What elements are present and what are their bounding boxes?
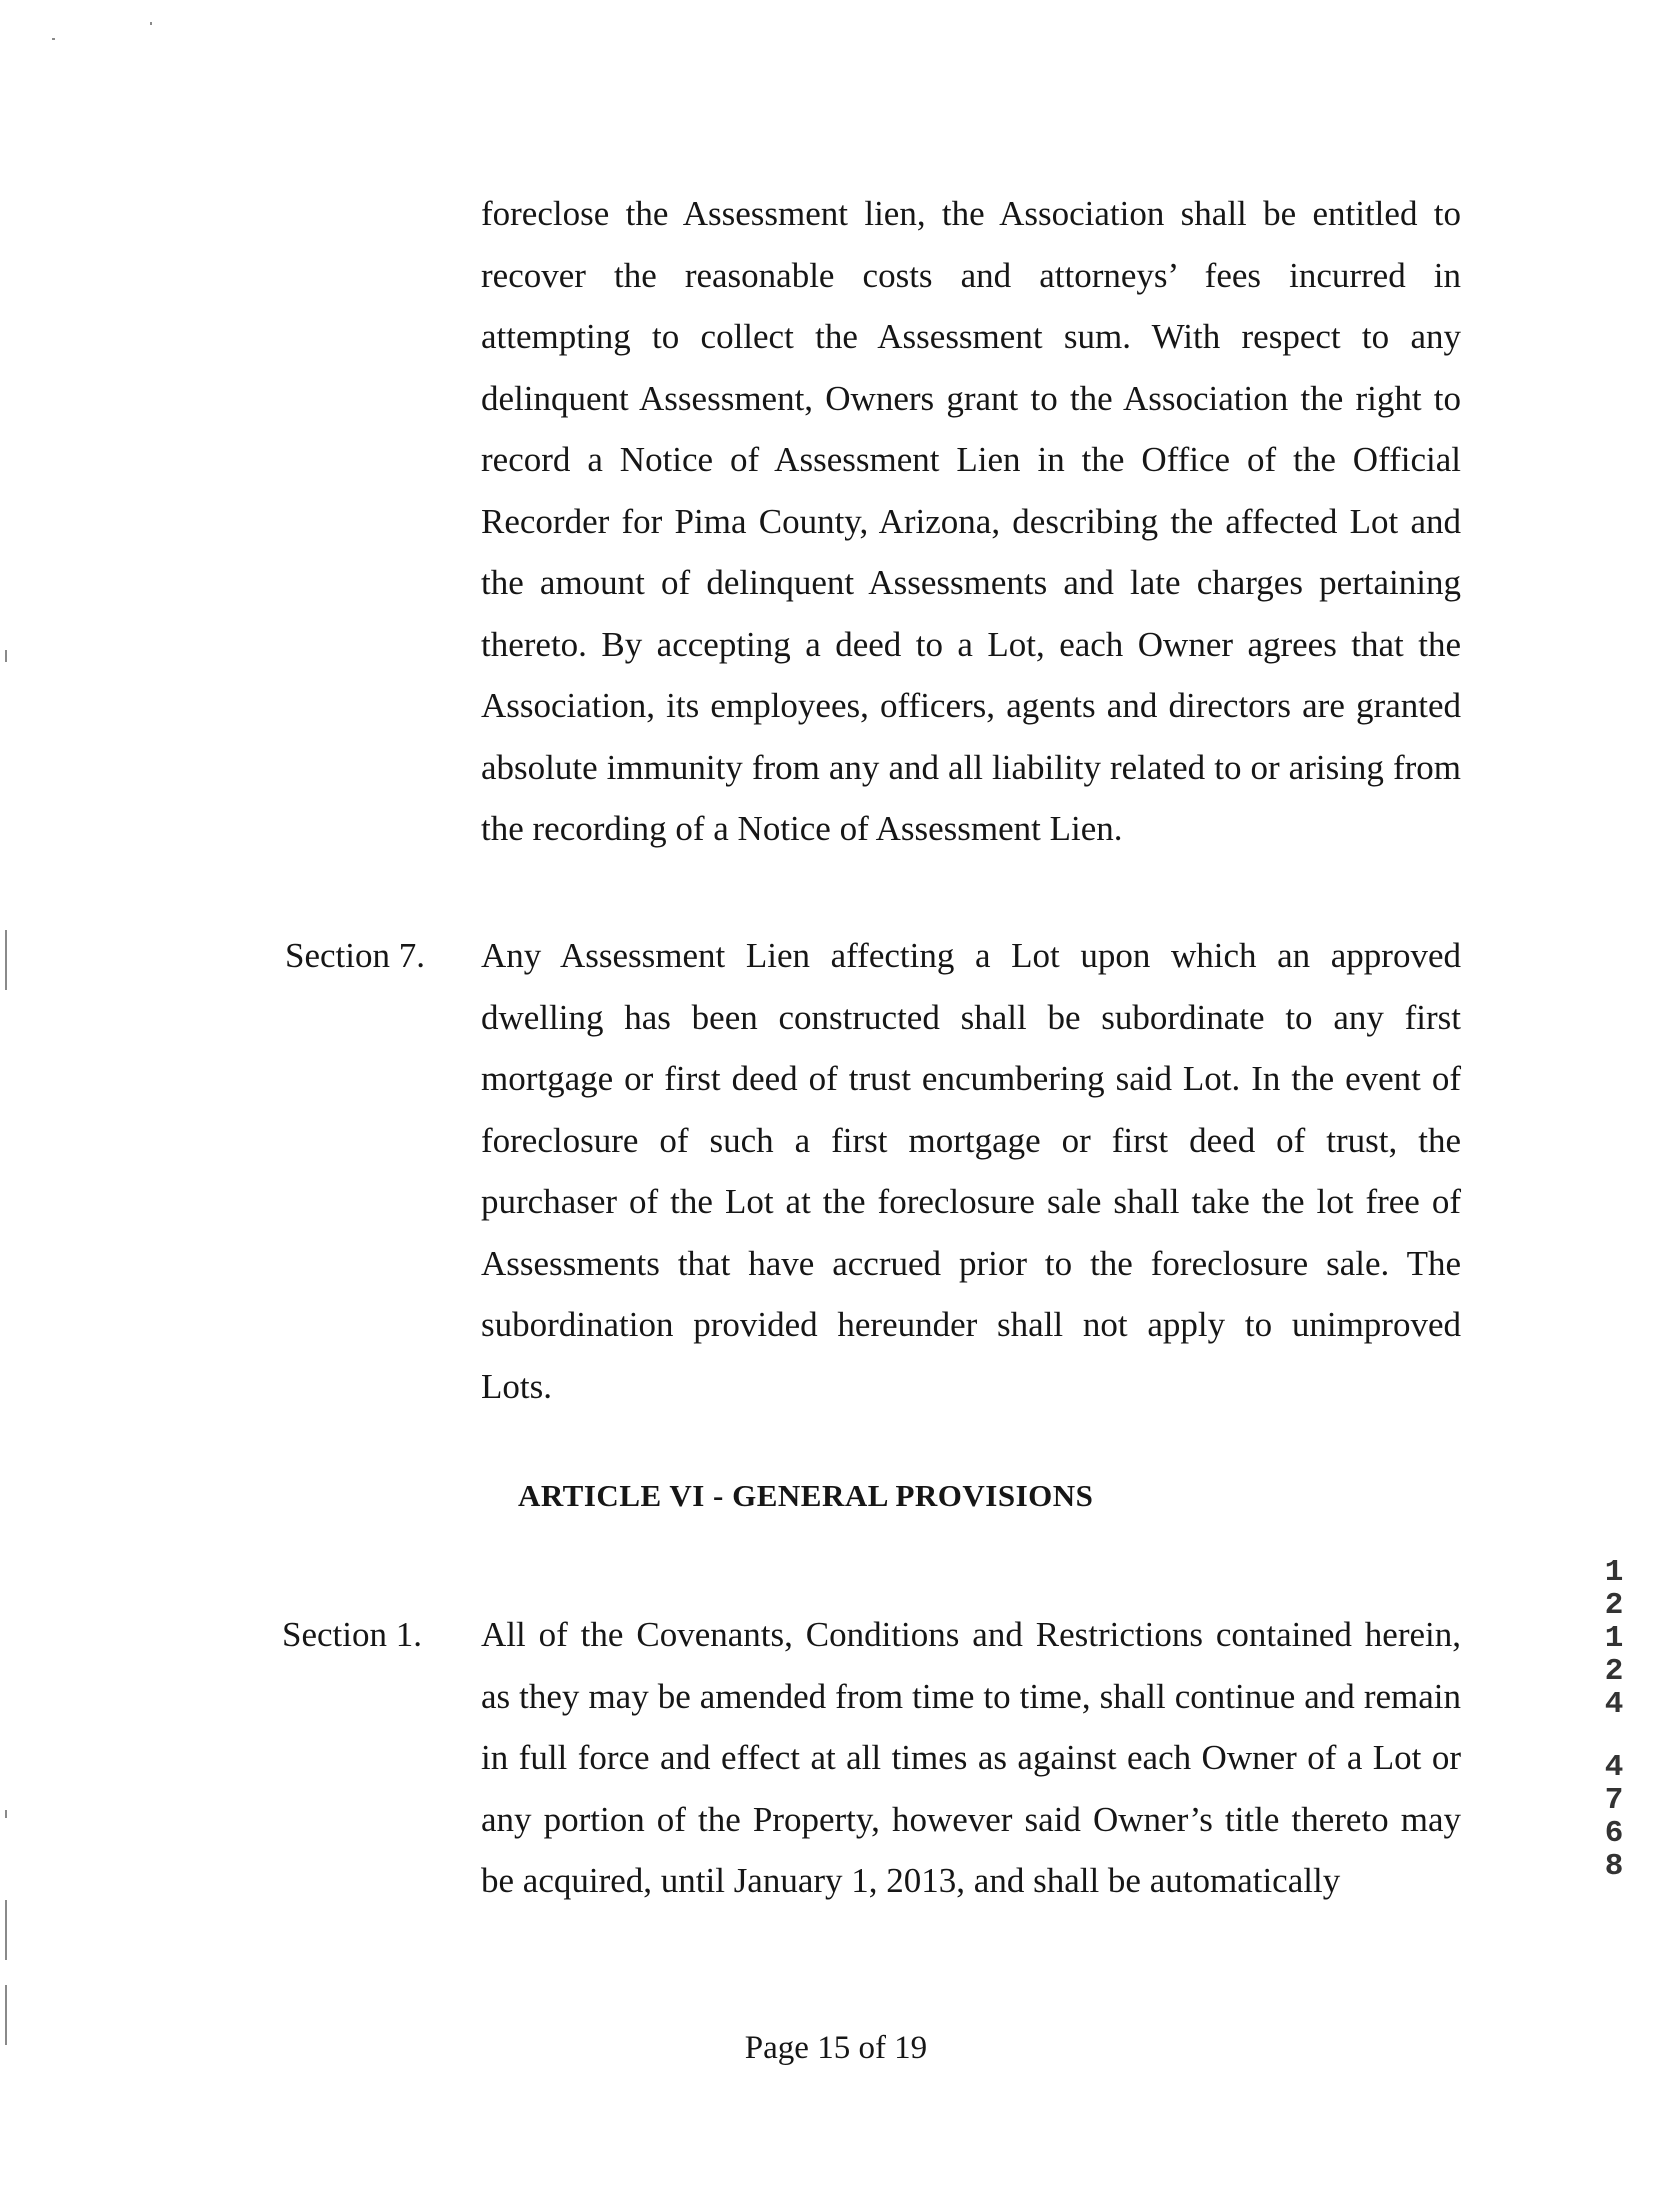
recording-digit: 4 [1604,1687,1624,1722]
recording-number-stamp [1594,1556,1634,1883]
page-number: Page 15 of 19 [744,2030,928,2066]
section-1-text: All of the Covenants, Conditions and Restrictions contained herein, as they may be amended from time to time, shall continue and remain in full force and effect at all times as against each Owner of a Lot or any portion of the Property, however said Owner’s title thereto may be acquired, until January 1, 2013, and shall be automatically [481,1615,1461,1900]
recording-digit: 1 [1604,1555,1624,1590]
section-7-label: Section 7. [285,936,425,975]
scan-mark [5,930,7,990]
recording-digit: 4 [1604,1750,1624,1785]
scan-mark [5,1900,7,1960]
section-1-label: Section 1. [282,1615,422,1654]
section-7-text: Any Assessment Lien affecting a Lot upon which an approved dwelling has been constructed shall be subordinate to any first mortgage or first deed of trust encumbering said Lot. In the event of foreclosure of such a first mortgage or first deed of trust, the purchaser of the Lot at the foreclosure sale shall take the lot free of Assessments that have accrued prior to the foreclosure sale. The subordination provided hereunder shall not apply to unimproved Lots. [481,936,1461,1406]
recording-digit: 8 [1604,1849,1624,1884]
scan-mark [150,22,152,25]
recording-digit: 1 [1604,1621,1624,1656]
scan-mark [5,1810,7,1818]
recording-digit: 7 [1604,1783,1624,1818]
recording-digit: 2 [1604,1588,1624,1623]
scan-mark [5,650,7,662]
scan-mark [52,38,55,40]
article-heading: ARTICLE VI - GENERAL PROVISIONS [518,1478,1094,1513]
recording-gap [1594,1721,1634,1751]
recording-digit: 2 [1604,1654,1624,1689]
continued-paragraph: foreclose the Assessment lien, the Association shall be entitled to recover the reasonable costs and attorneys’ fees incurred in attempting to collect the Assessment sum. With respect to any delinquent Assessment, Owners grant to the Association the right to record a Notice of Assessment Lien in the Office of the Official Recorder for Pima County, Arizona, describing the affected Lot and the amount of delinquent Assessments and late charges pertaining thereto. By accepting a deed to a Lot, each Owner agrees that the Association, its employees, officers, agents and directors are granted absolute immunity from any and all liability related to or arising from the recording of a Notice of Assessment Lien. [481,194,1461,848]
recording-digit: 6 [1604,1816,1624,1851]
